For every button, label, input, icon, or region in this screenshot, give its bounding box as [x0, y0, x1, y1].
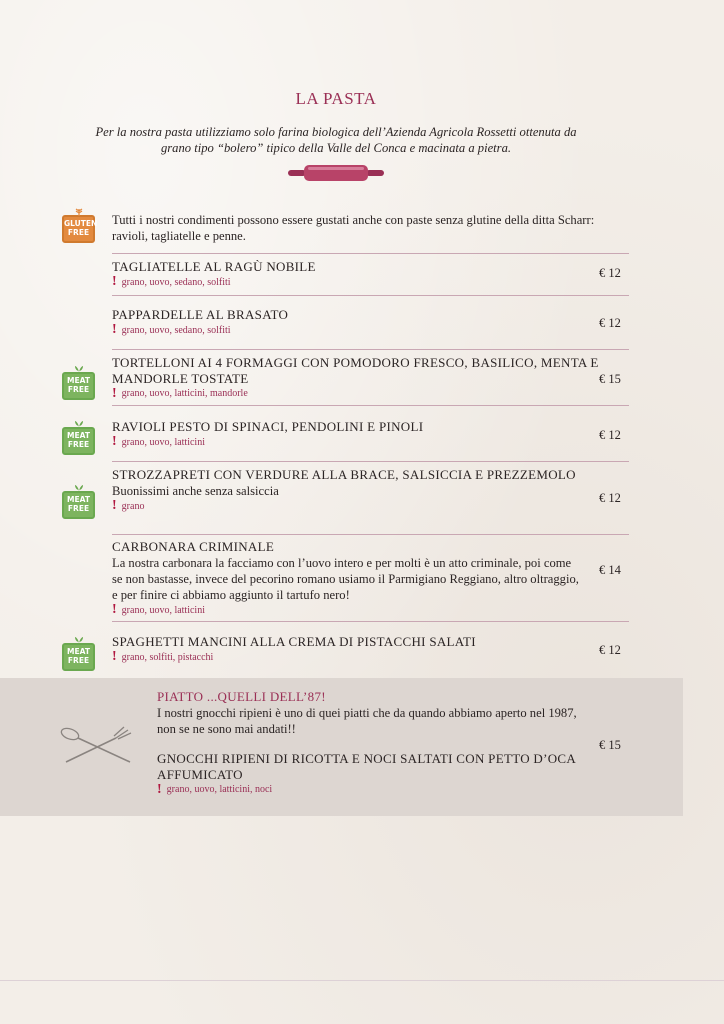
meat-free-label: MEAT FREE [67, 647, 90, 665]
exclamation-icon: ! [112, 498, 117, 513]
dish-price: € 15 [599, 372, 621, 386]
allergen-list: grano, uovo, sedano, solfiti [121, 324, 231, 336]
meat-free-label: MEAT FREE [67, 431, 90, 449]
wheat-icon [74, 208, 84, 216]
menu-item [112, 419, 629, 448]
dish-name: RAVIOLI PESTO DI SPINACI, PENDOLINI E PINOLI [112, 419, 424, 434]
menu-item [112, 539, 629, 616]
dish-price: € 12 [599, 491, 621, 505]
rolling-pin-icon [286, 162, 386, 184]
leaf-icon [74, 636, 84, 644]
special-price: € 15 [599, 738, 621, 752]
footer-divider [0, 980, 724, 981]
menu-item [112, 259, 629, 288]
divider [112, 461, 629, 462]
dish-name: TORTELLONI AI 4 FORMAGGI CON POMODORO FRESCO, BASILICO, MENTA E MANDORLE TOSTATE [112, 355, 599, 386]
divider [112, 405, 629, 406]
dish-price: € 12 [599, 428, 621, 442]
leaf-icon [74, 484, 84, 492]
spoon-fork-icon [58, 724, 136, 768]
exclamation-icon: ! [112, 602, 117, 617]
divider [112, 349, 629, 350]
exclamation-icon: ! [112, 649, 117, 664]
meat-free-label: MEAT FREE [67, 376, 90, 394]
allergen-line [112, 385, 629, 401]
meat-free-icon [62, 643, 95, 671]
leaf-icon [74, 420, 84, 428]
allergen-list: grano, uovo, latticini [121, 604, 205, 616]
allergen-list: grano, uovo, latticini, mandorle [121, 388, 248, 399]
dish-description: La nostra carbonara la facciamo con l’uovo intero e per molti è un atto criminale, poi come se non bastasse, invece del pecorino romano usiamo il Parmigiano Reggiano, altro oltraggio, e per finire ci abbiamo aggiunto il tartufo nero! [112, 555, 579, 602]
dish-price: € 14 [599, 563, 621, 577]
dish-price: € 12 [599, 316, 621, 330]
allergen-line [112, 602, 629, 617]
special-dish [157, 689, 577, 795]
exclamation-icon: ! [112, 274, 117, 289]
divider [112, 621, 629, 622]
meat-free-icon [62, 491, 95, 519]
dish-name: CARBONARA CRIMINALE [112, 539, 275, 554]
divider [112, 295, 629, 296]
allergen-list: grano, uovo, latticini, noci [166, 784, 273, 795]
gluten-note [112, 212, 629, 244]
dish-description: Buonissimi anche senza salsiccia [112, 483, 279, 498]
exclamation-icon: ! [112, 385, 117, 401]
dish-name: SPAGHETTI MANCINI ALLA CREMA DI PISTACCHI SALATI [112, 634, 476, 649]
menu-item [112, 634, 629, 663]
allergen-line [157, 781, 577, 797]
special-description: I nostri gnocchi ripieni è uno di quei piatti che da quando abbiamo aperto nel 1987, non se ne sono mai andati!! [157, 706, 577, 736]
special-title: PIATTO ...QUELLI DELL’87! [157, 689, 326, 704]
gluten-note-text: Tutti i nostri condimenti possono essere gustati anche con paste senza glutine della ditta Scharr: ravioli, tagliatelle e penne. [112, 213, 595, 243]
exclamation-icon: ! [112, 322, 117, 337]
meat-free-label: MEAT FREE [67, 495, 90, 513]
special-dish-name: GNOCCHI RIPIENI DI RICOTTA E NOCI SALTATI CON PETTO D’OCA AFFUMICATO [157, 751, 576, 782]
meat-free-icon [62, 372, 95, 400]
exclamation-icon: ! [112, 434, 117, 449]
intro-text: Per la nostra pasta utilizziamo solo farina biologica dell’Azienda Agricola Rossetti ottenuta da grano tipo “bolero” tipico della Valle del Conca e macinata a pietra. [95, 125, 577, 155]
dish-price: € 12 [599, 266, 621, 280]
allergen-list: grano, uovo, latticini [121, 436, 205, 448]
dish-price: € 12 [599, 643, 621, 657]
dish-name: PAPPARDELLE AL BRASATO [112, 307, 289, 322]
leaf-icon [74, 365, 84, 373]
page-title: LA PASTA [295, 89, 377, 108]
gluten-free-icon [62, 215, 98, 243]
allergen-list: grano [121, 500, 145, 512]
divider [112, 534, 629, 535]
dish-name: STROZZAPRETI CON VERDURE ALLA BRACE, SALSICCIA E PREZZEMOLO [112, 467, 576, 482]
allergen-list: grano, uovo, sedano, solfiti [121, 276, 231, 288]
allergen-list: grano, solfiti, pistacchi [121, 651, 214, 663]
meat-free-icon [62, 427, 95, 455]
allergen-line [112, 274, 629, 289]
menu-item [112, 307, 629, 336]
menu-item [112, 467, 629, 512]
dish-name: TAGLIATELLE AL RAGÙ NOBILE [112, 259, 316, 274]
exclamation-icon: ! [157, 781, 162, 797]
menu-item [112, 355, 629, 399]
gluten-free-label: GLUTEN FREE [64, 219, 98, 237]
divider [112, 253, 629, 254]
